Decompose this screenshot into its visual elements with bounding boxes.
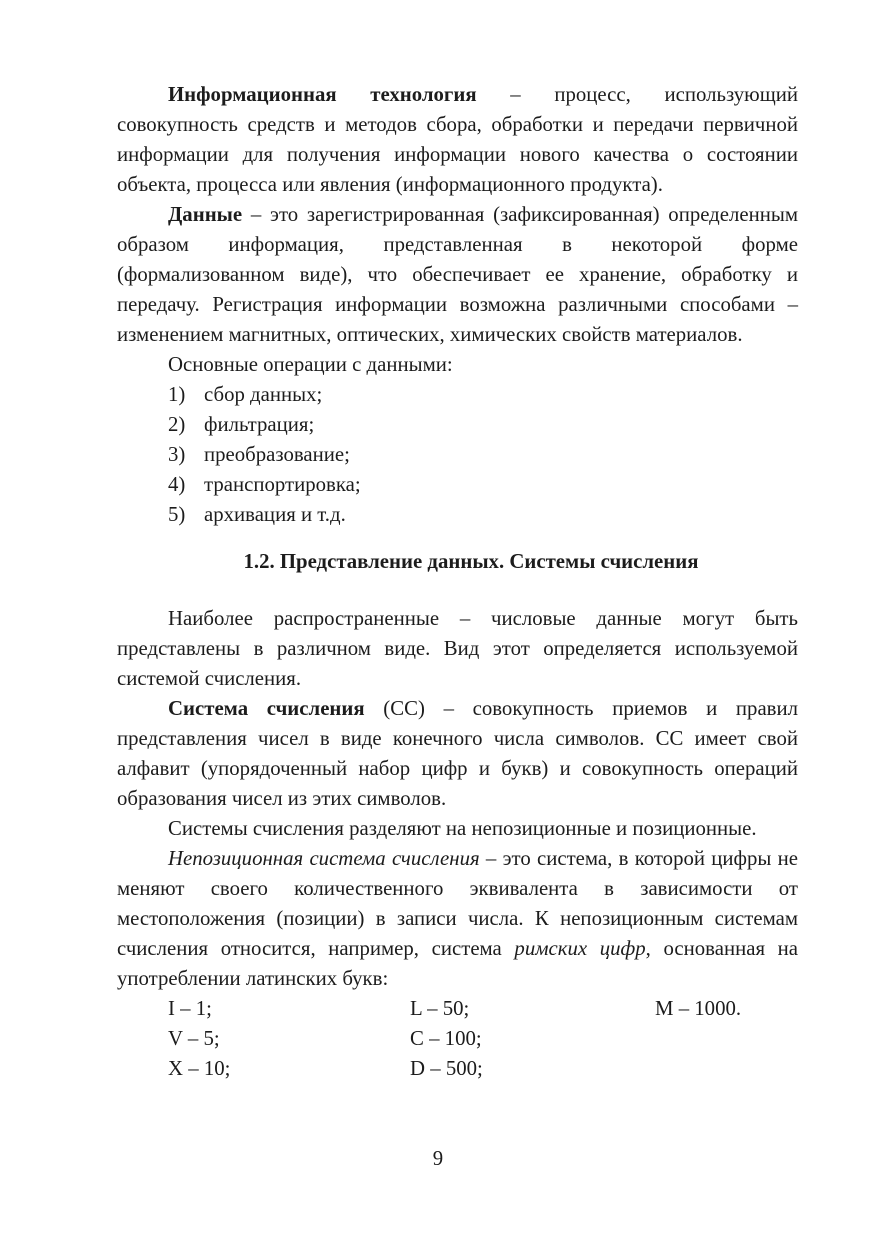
definition-nonpositional-end: , основанная на употреблении латинских букв:	[117, 937, 798, 990]
list-item	[117, 380, 798, 410]
paragraph-nonpositional	[117, 844, 798, 994]
section-heading: 1.2. Представление данных. Системы счисления	[243, 550, 699, 573]
roman-numeral-entry: V – 5;	[168, 1027, 220, 1050]
paragraph-system-types: Системы счисления разделяют на непозиционные и позиционные.	[168, 817, 757, 840]
list-item-text: транспортировка;	[204, 473, 361, 496]
roman-numeral-entry: M – 1000.	[655, 997, 742, 1020]
term-roman-numerals: римских цифр	[514, 937, 646, 960]
roman-numeral-entry: X – 10;	[168, 1057, 231, 1080]
paragraph-information-technology	[117, 80, 798, 200]
term-data: Данные	[168, 203, 243, 226]
list-item-text: сбор данных;	[204, 383, 323, 406]
list-item	[117, 470, 798, 500]
list-item-text: архивация и т.д.	[204, 503, 346, 526]
document-page	[117, 80, 798, 1084]
list-item	[117, 500, 798, 530]
definition-number-system: (СС) – совокупность приемов и правил представления чисел в виде конечного числа символов. СС имеет свой алфавит (упорядоченный набор цифр и букв) и совокупность операций образования чисел из этих символов.	[117, 697, 799, 810]
roman-numerals-table	[117, 994, 798, 1084]
roman-numeral-entry: L – 50;	[410, 997, 470, 1020]
paragraph-numeric-data: Наиболее распространенные – числовые данные могут быть представлены в различном виде. Вид этот определяется используемой системой счисления.	[117, 607, 798, 690]
paragraph-data	[117, 200, 798, 350]
list-item-text: фильтрация;	[204, 413, 315, 436]
list-item-number: 1)	[168, 383, 186, 406]
page-number: 9	[432, 1147, 444, 1170]
operations-list	[117, 380, 798, 530]
list-item-number: 4)	[168, 473, 186, 496]
paragraph-number-system	[117, 694, 798, 814]
roman-numeral-entry: C – 100;	[410, 1027, 482, 1050]
list-item-number: 3)	[168, 443, 186, 466]
term-number-system: Система счисления	[168, 697, 365, 720]
roman-numeral-entry: I – 1;	[168, 997, 212, 1020]
term-nonpositional: Непозиционная система счисления	[168, 847, 480, 870]
term-information-technology: Информационная технология	[168, 83, 477, 106]
list-item	[117, 410, 798, 440]
roman-numeral-entry: D – 500;	[410, 1057, 483, 1080]
list-item-text: преобразование;	[204, 443, 350, 466]
operations-intro: Основные операции с данными:	[168, 353, 453, 376]
definition-data: – это зарегистрированная (зафиксированная) определенным образом информация, представленная в некоторой форме (формализованном виде), что обеспечивает ее хранение, обработку и передачу. Регистрация информации возможна различными способами – изменением магнитных, оптических, химических свойств материалов.	[117, 203, 798, 346]
list-item	[117, 440, 798, 470]
list-item-number: 5)	[168, 503, 186, 526]
definition-nonpositional: – это система, в которой цифры не меняют своего количественного эквивалента в зависимости от местоположения (позиции) в записи числа. К непозиционным системам счисления относится, например, система	[117, 847, 798, 960]
definition-information-technology: – процесс, использующий совокупность средств и методов сбора, обработки и передачи первичной информации для получения информации нового качества о состоянии объекта, процесса или явления (информационного продукта).	[117, 83, 798, 196]
list-item-number: 2)	[168, 413, 186, 436]
